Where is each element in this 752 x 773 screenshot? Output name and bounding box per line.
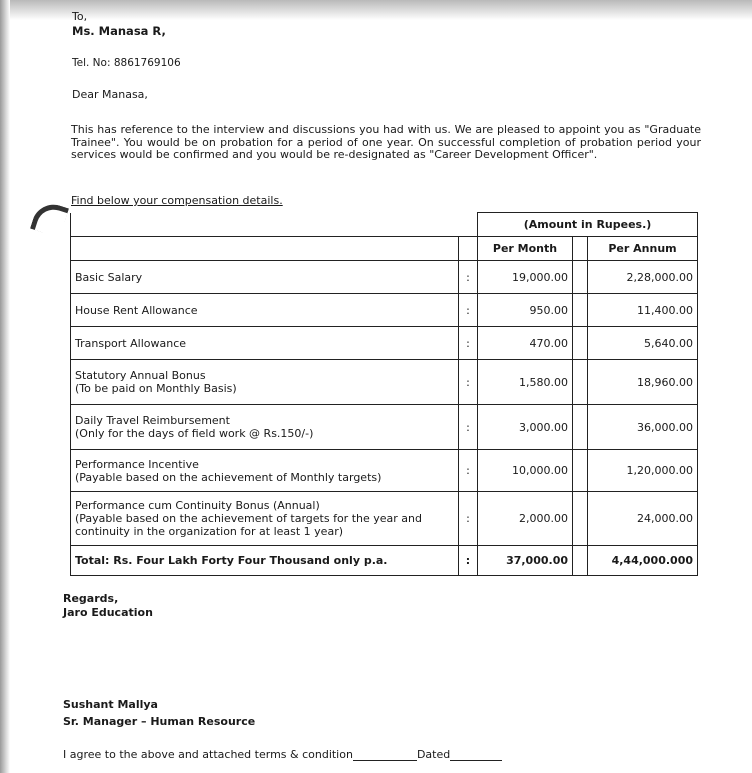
salutation: Dear Manasa, — [72, 88, 148, 101]
row-separator: : — [459, 261, 478, 294]
row-per-month: 10,000.00 — [478, 450, 573, 492]
total-per-annum: 4,44,000.000 — [588, 546, 698, 576]
row-per-annum: 1,20,000.00 — [588, 450, 698, 492]
row-label: Performance cum Continuity Bonus (Annual) (Payable based on the achievement of targets for the year and continuity in the organization for at least 1 year) — [71, 492, 459, 546]
table-row — [71, 327, 698, 360]
table-row — [71, 405, 698, 450]
row-label: Transport Allowance — [71, 327, 459, 360]
row-separator: : — [459, 405, 478, 450]
table-row — [71, 360, 698, 405]
to-label: To, — [72, 10, 88, 23]
appointment-paragraph: This has reference to the interview and discussions you had with us. We are pleased to appoint you as "Graduate Trainee". You would be on probation for a period of one year. On successful completion of probation period your services would be confirmed and you would be re-designated as "Career Development Officer". — [71, 123, 701, 161]
row-per-month: 2,000.00 — [478, 492, 573, 546]
row-per-month: 3,000.00 — [478, 405, 573, 450]
row-separator: : — [459, 450, 478, 492]
total-separator: : — [459, 546, 478, 576]
telephone-number: Tel. No: 8861769106 — [72, 57, 181, 69]
signature-blank[interactable] — [353, 748, 417, 761]
compensation-intro: Find below your compensation details. — [71, 194, 283, 207]
row-separator: : — [459, 360, 478, 405]
row-per-month: 1,580.00 — [478, 360, 573, 405]
regards: Regards, — [63, 592, 119, 605]
row-gap — [573, 327, 588, 360]
table-gap-header — [573, 237, 588, 261]
row-gap — [573, 405, 588, 450]
date-blank[interactable] — [450, 748, 502, 761]
row-per-annum: 11,400.00 — [588, 294, 698, 327]
page-curl-mark — [30, 199, 69, 238]
row-label: Daily Travel Reimbursement (Only for the days of field work @ Rs.150/-) — [71, 405, 459, 450]
dated-label: Dated — [416, 748, 451, 761]
row-label: Performance Incentive (Payable based on the achievement of Monthly targets) — [71, 450, 459, 492]
company-name: Jaro Education — [63, 606, 153, 619]
table-sep-header — [459, 237, 478, 261]
row-label: House Rent Allowance — [71, 294, 459, 327]
signatory-title: Sr. Manager – Human Resource — [63, 715, 256, 728]
row-per-annum: 5,640.00 — [588, 327, 698, 360]
viewer-left-edge — [0, 0, 10, 773]
table-row — [71, 492, 698, 546]
row-gap — [573, 450, 588, 492]
row-gap — [573, 294, 588, 327]
agreement-text: I agree to the above and attached terms & condition — [63, 748, 353, 761]
row-per-month: 470.00 — [478, 327, 573, 360]
row-gap — [573, 492, 588, 546]
agreement-line — [63, 748, 502, 761]
table-row — [71, 261, 698, 294]
table-label-header — [71, 237, 459, 261]
amount-header: (Amount in Rupees.) — [478, 213, 698, 237]
per-annum-header: Per Annum — [588, 237, 698, 261]
row-per-annum: 36,000.00 — [588, 405, 698, 450]
row-separator: : — [459, 294, 478, 327]
row-per-month: 950.00 — [478, 294, 573, 327]
total-gap — [573, 546, 588, 576]
table-row — [71, 294, 698, 327]
table-blank-header — [71, 213, 478, 237]
compensation-table — [70, 212, 698, 576]
row-label: Basic Salary — [71, 261, 459, 294]
total-per-month: 37,000.00 — [478, 546, 573, 576]
total-label: Total: Rs. Four Lakh Forty Four Thousand only p.a. — [71, 546, 459, 576]
per-month-header: Per Month — [478, 237, 573, 261]
row-gap — [573, 360, 588, 405]
row-per-month: 19,000.00 — [478, 261, 573, 294]
row-per-annum: 24,000.00 — [588, 492, 698, 546]
table-row — [71, 450, 698, 492]
total-row — [71, 546, 698, 576]
recipient-name: Ms. Manasa R, — [72, 24, 166, 38]
viewer-top-shadow — [0, 0, 752, 20]
row-per-annum: 2,28,000.00 — [588, 261, 698, 294]
row-label: Statutory Annual Bonus (To be paid on Monthly Basis) — [71, 360, 459, 405]
row-separator: : — [459, 327, 478, 360]
row-gap — [573, 261, 588, 294]
row-per-annum: 18,960.00 — [588, 360, 698, 405]
signatory-name: Sushant Mallya — [63, 698, 158, 711]
row-separator: : — [459, 492, 478, 546]
